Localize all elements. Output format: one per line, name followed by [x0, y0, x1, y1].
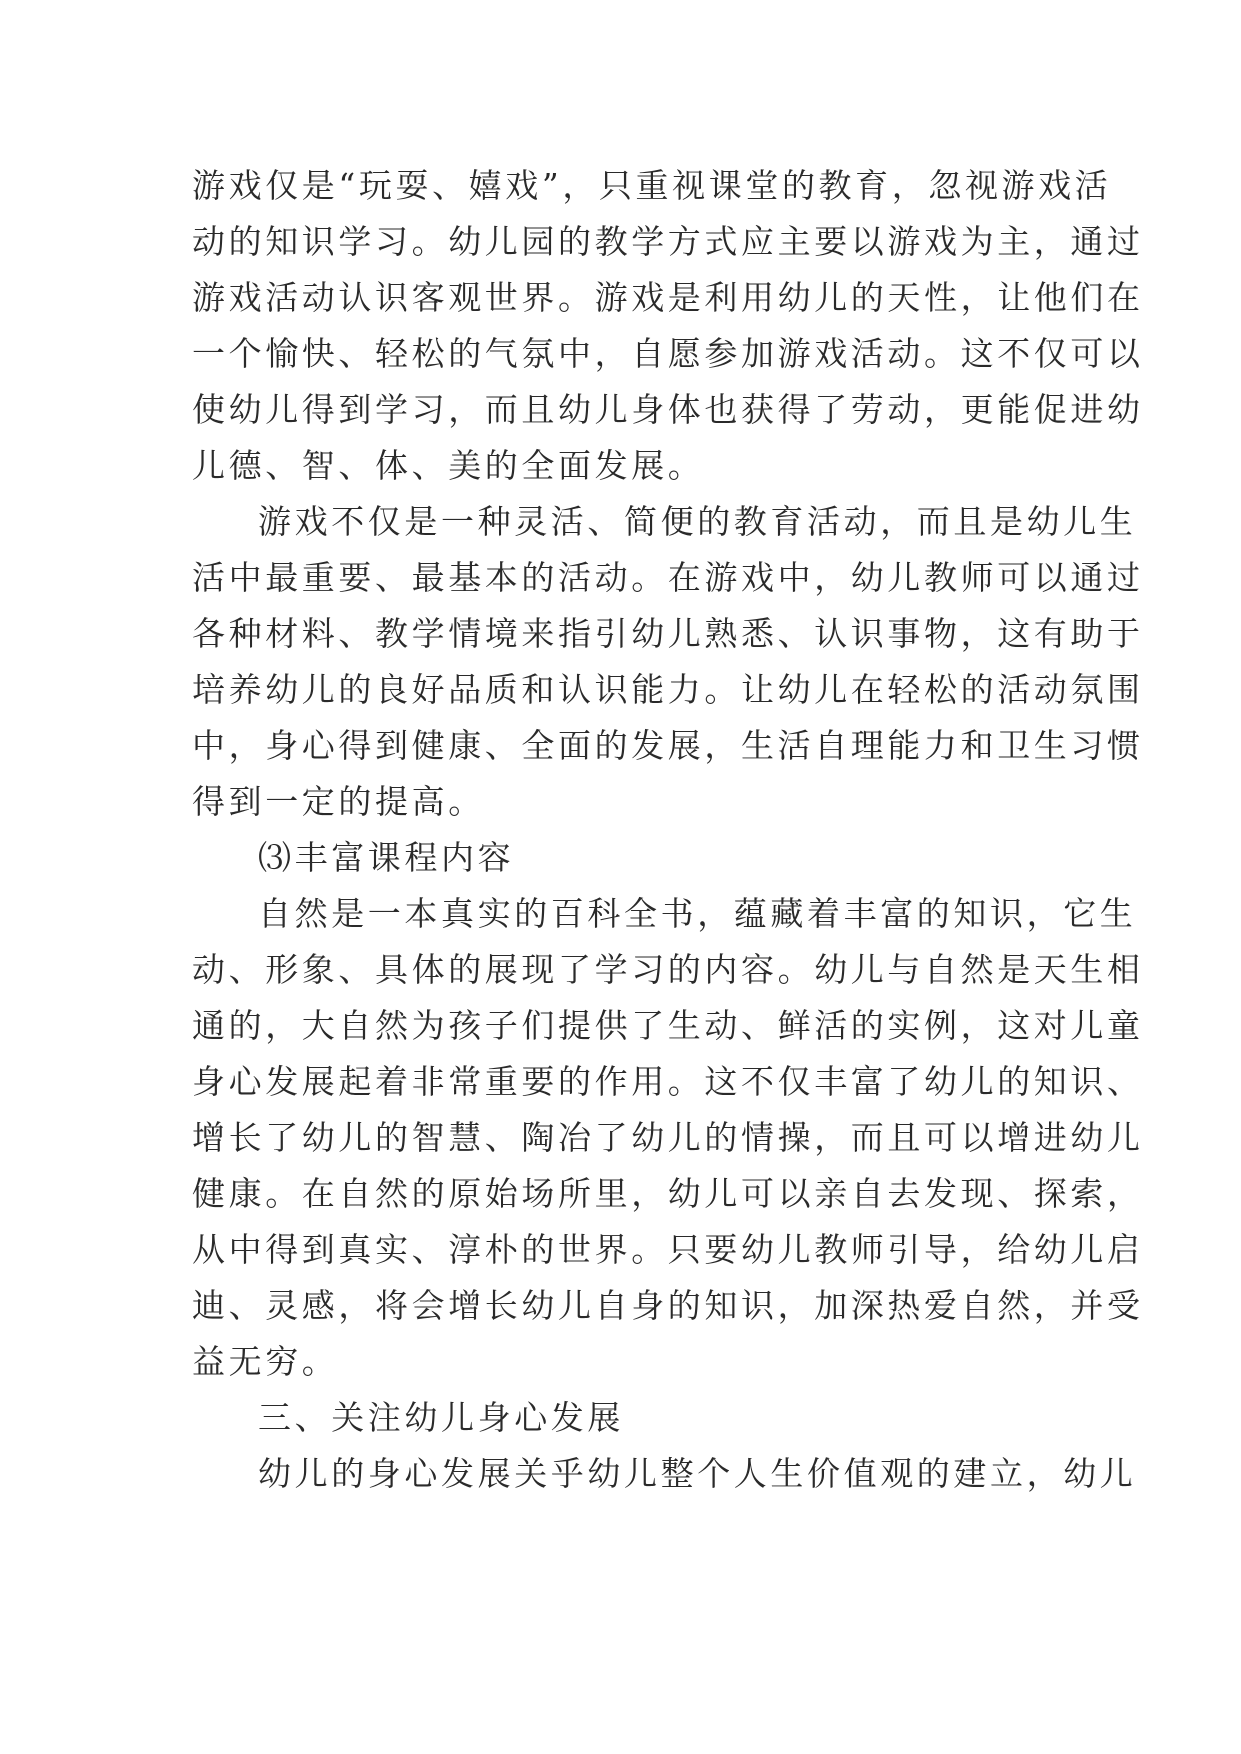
text-line: 迪、灵感，将会增长幼儿自身的知识，加深热爱自然，并受: [192, 1286, 1144, 1325]
text-line: 活中最重要、最基本的活动。在游戏中，幼儿教师可以通过: [192, 558, 1144, 597]
text-line: 儿德、智、体、美的全面发展。: [192, 446, 705, 485]
text-line: 游戏活动认识客观世界。游戏是利用幼儿的天性，让他们在: [192, 278, 1144, 317]
section-heading: 三、关注幼儿身心发展: [258, 1398, 624, 1437]
text-line: 动的知识学习。幼儿园的教学方式应主要以游戏为主，通过: [192, 222, 1144, 261]
subheading: ⑶丰富课程内容: [258, 838, 515, 877]
paragraph-start-line: 幼儿的身心发展关乎幼儿整个人生价值观的建立，幼儿: [258, 1454, 1137, 1493]
text-line: 得到一定的提高。: [192, 782, 485, 821]
text-line: 身心发展起着非常重要的作用。这不仅丰富了幼儿的知识、: [192, 1062, 1144, 1101]
text-line: 中，身心得到健康、全面的发展，生活自理能力和卫生习惯: [192, 726, 1144, 765]
paragraph-start-line: 自然是一本真实的百科全书，蕴藏着丰富的知识，它生: [258, 894, 1137, 933]
text-line: 使幼儿得到学习，而且幼儿身体也获得了劳动，更能促进幼: [192, 390, 1144, 429]
text-line: 增长了幼儿的智慧、陶冶了幼儿的情操，而且可以增进幼儿: [192, 1118, 1144, 1157]
text-line: 益无穷。: [192, 1342, 339, 1381]
text-line: 游戏仅是“玩耍、嬉戏”，只重视课堂的教育，忽视游戏活: [192, 166, 1112, 205]
text-line: 各种材料、教学情境来指引幼儿熟悉、认识事物，这有助于: [192, 614, 1144, 653]
text-line: 动、形象、具体的展现了学习的内容。幼儿与自然是天生相: [192, 950, 1144, 989]
paragraph-start-line: 游戏不仅是一种灵活、简便的教育活动，而且是幼儿生: [258, 502, 1137, 541]
text-line: 通的，大自然为孩子们提供了生动、鲜活的实例，这对儿童: [192, 1006, 1144, 1045]
document-body: [192, 158, 1144, 1502]
text-line: 一个愉快、轻松的气氛中，自愿参加游戏活动。这不仅可以: [192, 334, 1144, 373]
text-line: 健康。在自然的原始场所里，幼儿可以亲自去发现、探索，: [192, 1174, 1144, 1213]
text-line: 培养幼儿的良好品质和认识能力。让幼儿在轻松的活动氛围: [192, 670, 1144, 709]
text-line: 从中得到真实、淳朴的世界。只要幼儿教师引导，给幼儿启: [192, 1230, 1144, 1269]
